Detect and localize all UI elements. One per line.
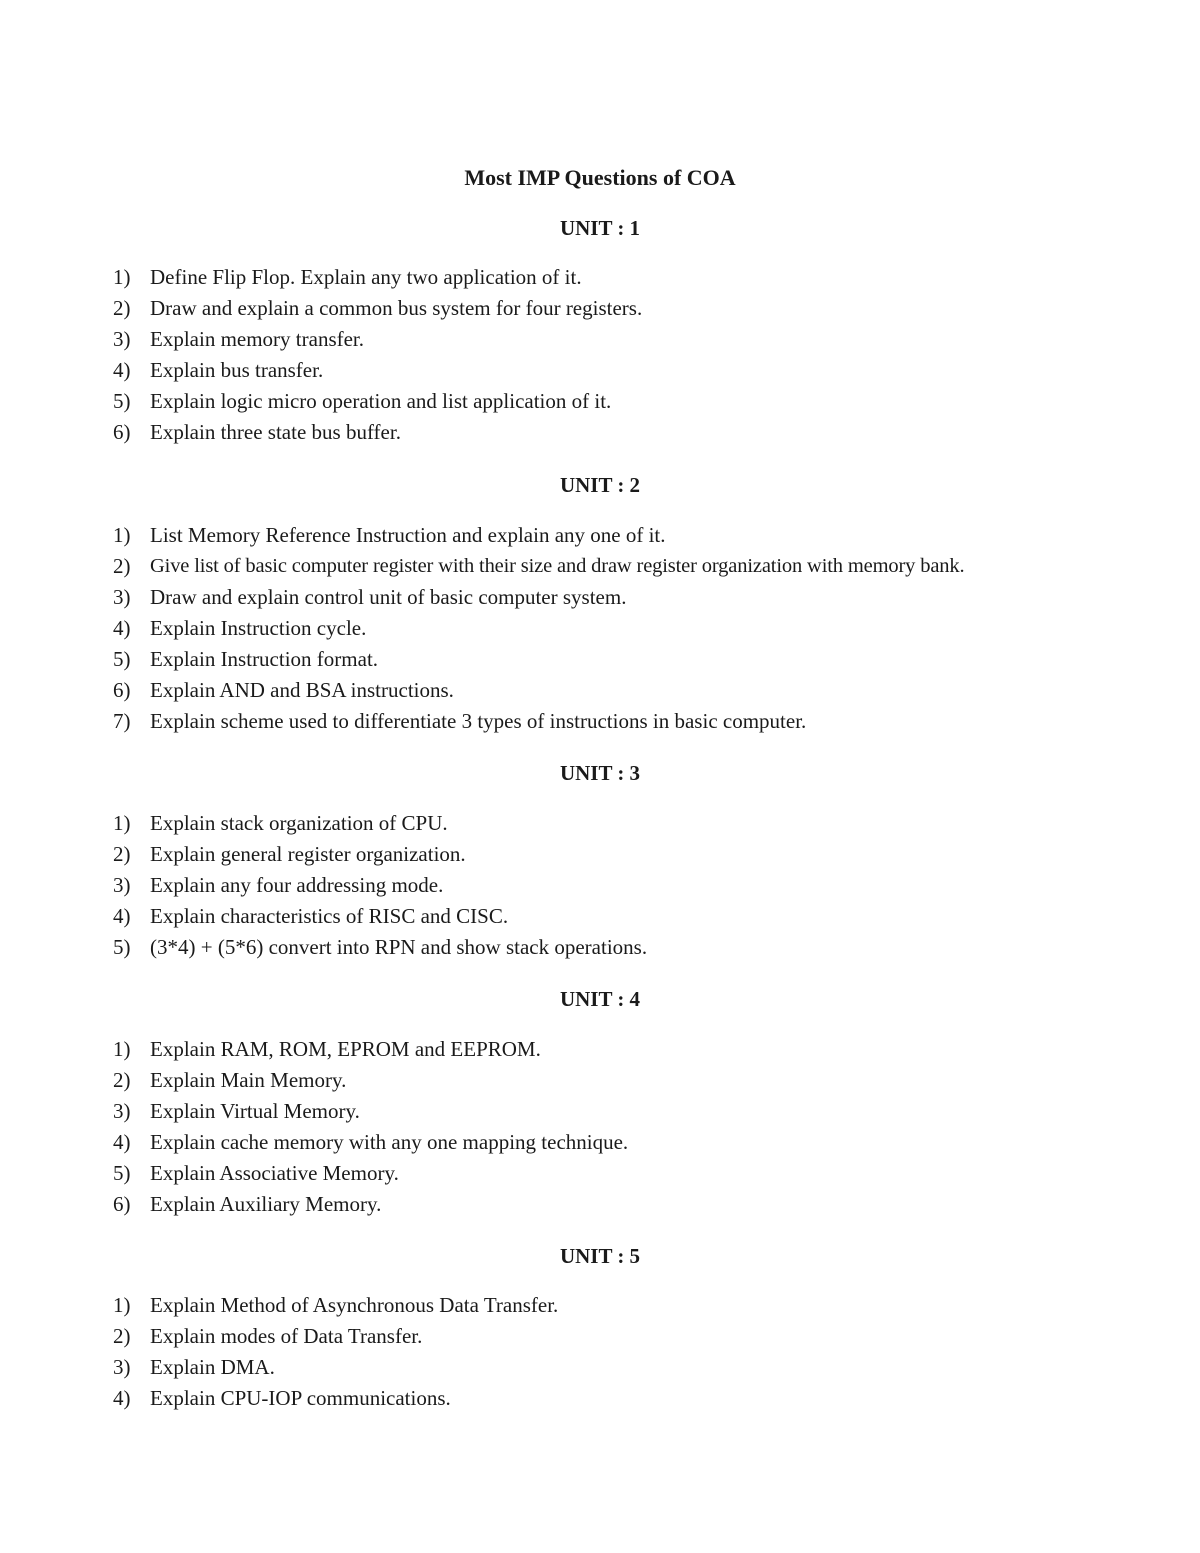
question-number: 6) (113, 678, 131, 702)
question-item (113, 1065, 1173, 1096)
question-text: Explain characteristics of RISC and CISC. (150, 904, 509, 928)
question-text: Explain scheme used to differentiate 3 types of instructions in basic computer. (150, 709, 807, 733)
question-text: Explain modes of Data Transfer. (150, 1324, 423, 1348)
unit-1-question-list (113, 262, 1173, 448)
unit-heading-4: UNIT : 4 (559, 987, 641, 1011)
question-number: 5) (113, 1161, 131, 1185)
question-item (113, 1034, 1173, 1065)
question-text: Explain Auxiliary Memory. (150, 1192, 382, 1216)
unit-heading-5: UNIT : 5 (559, 1244, 641, 1268)
question-item (113, 839, 1173, 870)
question-item (113, 1189, 1173, 1220)
question-text: Explain memory transfer. (150, 327, 365, 351)
question-item (113, 901, 1173, 932)
question-number: 2) (113, 296, 131, 320)
question-number: 5) (113, 389, 131, 413)
question-number: 4) (113, 1130, 131, 1154)
question-number: 1) (113, 523, 131, 547)
question-number: 4) (113, 358, 131, 382)
question-number: 1) (113, 265, 131, 289)
question-text: Explain Virtual Memory. (150, 1099, 360, 1123)
question-text: (3*4) + (5*6) convert into RPN and show stack operations. (150, 935, 648, 959)
question-number: 2) (113, 554, 131, 578)
question-item (113, 355, 1173, 386)
question-text: Explain RAM, ROM, EPROM and EEPROM. (150, 1037, 541, 1061)
question-item (113, 520, 1173, 551)
question-number: 3) (113, 327, 131, 351)
question-number: 1) (113, 1037, 131, 1061)
question-item (113, 613, 1173, 644)
question-number: 4) (113, 1386, 131, 1410)
question-item (113, 324, 1173, 355)
question-number: 5) (113, 647, 131, 671)
unit-heading-1: UNIT : 1 (559, 216, 641, 240)
question-item (113, 1096, 1173, 1127)
question-text: Define Flip Flop. Explain any two application of it. (150, 265, 582, 289)
question-item (113, 644, 1173, 675)
question-number: 2) (113, 1068, 131, 1092)
unit-2-question-list (113, 520, 1173, 737)
question-text: Explain DMA. (150, 1355, 275, 1379)
question-number: 3) (113, 1355, 131, 1379)
question-text: Explain Associative Memory. (150, 1161, 399, 1185)
question-number: 3) (113, 873, 131, 897)
question-text: Explain bus transfer. (150, 358, 324, 382)
question-item (113, 1127, 1173, 1158)
question-text: Explain any four addressing mode. (150, 873, 444, 897)
question-item (113, 293, 1173, 324)
unit-4-question-list (113, 1034, 1173, 1220)
question-text: Give list of basic computer register with their size and draw register organization with memory bank. (150, 555, 965, 577)
question-item (113, 675, 1173, 706)
question-text: Explain logic micro operation and list application of it. (150, 389, 612, 413)
question-item (113, 932, 1173, 963)
unit-3-question-list (113, 808, 1173, 963)
question-text: Explain Method of Asynchronous Data Transfer. (150, 1293, 559, 1317)
unit-5-question-list (113, 1290, 1173, 1414)
question-text: Explain Main Memory. (150, 1068, 347, 1092)
document-title: Most IMP Questions of COA (464, 165, 736, 190)
question-item (113, 551, 1173, 582)
question-text: Explain CPU-IOP communications. (150, 1386, 451, 1410)
question-item (113, 1158, 1173, 1189)
question-number: 4) (113, 904, 131, 928)
question-number: 2) (113, 842, 131, 866)
question-item (113, 1383, 1173, 1414)
question-number: 7) (113, 709, 131, 733)
question-number: 4) (113, 616, 131, 640)
question-item (113, 417, 1173, 448)
question-number: 1) (113, 1293, 131, 1317)
question-number: 6) (113, 420, 131, 444)
question-item (113, 870, 1173, 901)
question-text: Explain AND and BSA instructions. (150, 678, 454, 702)
question-item (113, 582, 1173, 613)
question-text: Explain three state bus buffer. (150, 420, 401, 444)
question-item (113, 1290, 1173, 1321)
question-item (113, 808, 1173, 839)
question-item (113, 386, 1173, 417)
unit-heading-2: UNIT : 2 (559, 473, 641, 497)
question-text: Explain Instruction cycle. (150, 616, 367, 640)
question-text: Explain stack organization of CPU. (150, 811, 448, 835)
question-number: 2) (113, 1324, 131, 1348)
question-text: Explain Instruction format. (150, 647, 379, 671)
question-item (113, 262, 1173, 293)
question-number: 5) (113, 935, 131, 959)
question-text: Draw and explain a common bus system for four registers. (150, 296, 643, 320)
question-number: 1) (113, 811, 131, 835)
question-item (113, 1352, 1173, 1383)
question-number: 3) (113, 1099, 131, 1123)
question-item (113, 1321, 1173, 1352)
question-text: Draw and explain control unit of basic computer system. (150, 585, 627, 609)
question-text: Explain cache memory with any one mapping technique. (150, 1130, 629, 1154)
question-number: 6) (113, 1192, 131, 1216)
question-text: List Memory Reference Instruction and explain any one of it. (150, 523, 666, 547)
question-item (113, 706, 1173, 737)
question-text: Explain general register organization. (150, 842, 466, 866)
question-number: 3) (113, 585, 131, 609)
unit-heading-3: UNIT : 3 (559, 761, 641, 785)
